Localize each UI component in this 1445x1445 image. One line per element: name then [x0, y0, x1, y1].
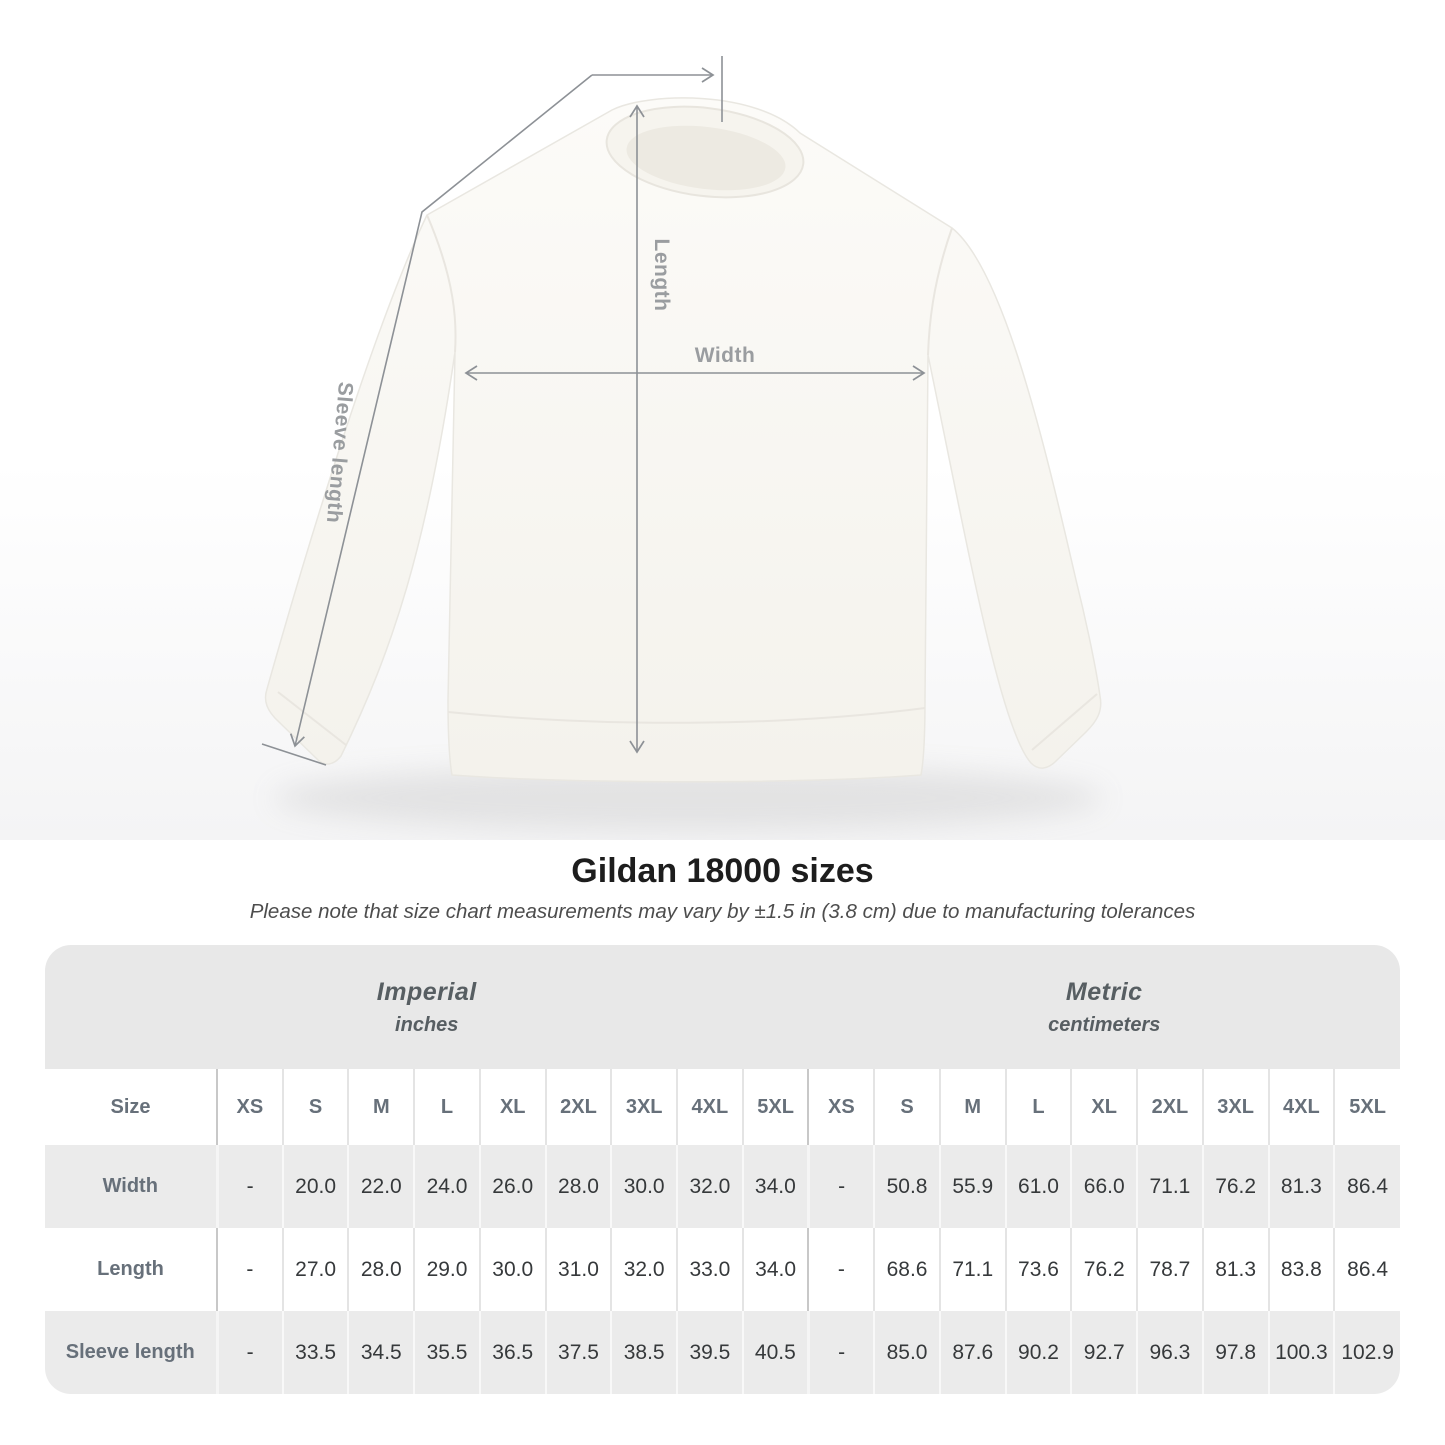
value-cell: 29.0: [414, 1228, 480, 1311]
value-cell: 22.0: [348, 1145, 414, 1228]
value-cell: 30.0: [611, 1145, 677, 1228]
value-cell: 76.2: [1203, 1145, 1269, 1228]
value-cell: 28.0: [348, 1228, 414, 1311]
size-header-cell: L: [414, 1069, 480, 1145]
value-cell: 39.5: [677, 1311, 743, 1394]
unit-group-row: [45, 945, 1400, 1069]
size-header-cell: 4XL: [1269, 1069, 1335, 1145]
value-cell: 73.6: [1006, 1228, 1072, 1311]
chart-note: Please note that size chart measurements may vary by ±1.5 in (3.8 cm) due to manufacturing tolerances: [249, 900, 1196, 924]
length-row: [45, 1228, 1400, 1311]
value-cell: 32.0: [677, 1145, 743, 1228]
value-cell: 36.5: [480, 1311, 546, 1394]
value-cell: -: [808, 1228, 874, 1311]
size-header-cell: XS: [808, 1069, 874, 1145]
sleeve-length-label: Sleeve length: [321, 380, 358, 525]
value-cell: 28.0: [546, 1145, 612, 1228]
value-cell: 27.0: [283, 1228, 349, 1311]
value-cell: 71.1: [1137, 1145, 1203, 1228]
value-cell: 66.0: [1071, 1145, 1137, 1228]
value-cell: 86.4: [1334, 1145, 1400, 1228]
sweatshirt-garment: [266, 96, 1101, 781]
chart-title: Gildan 18000 sizes: [571, 852, 874, 890]
metric-label: Metric: [1065, 977, 1143, 1006]
length-label: Length: [650, 238, 673, 312]
value-cell: 26.0: [480, 1145, 546, 1228]
value-cell: 35.5: [414, 1311, 480, 1394]
size-header-row: [45, 1069, 1400, 1145]
value-cell: 34.5: [348, 1311, 414, 1394]
value-cell: 90.2: [1006, 1311, 1072, 1394]
value-cell: 76.2: [1071, 1228, 1137, 1311]
size-header-cell: M: [940, 1069, 1006, 1145]
value-cell: 40.5: [743, 1311, 809, 1394]
value-cell: -: [808, 1145, 874, 1228]
size-header-cell: XL: [480, 1069, 546, 1145]
value-cell: 87.6: [940, 1311, 1006, 1394]
imperial-group-header: [45, 945, 808, 1069]
sleeve-length-row: [45, 1311, 1400, 1394]
value-cell: 34.0: [743, 1228, 809, 1311]
metric-unit: centimeters: [1048, 1013, 1161, 1036]
value-cell: 71.1: [940, 1228, 1006, 1311]
size-header-cell: 4XL: [677, 1069, 743, 1145]
value-cell: 100.3: [1269, 1311, 1335, 1394]
value-cell: -: [217, 1311, 283, 1394]
value-cell: 68.6: [874, 1228, 940, 1311]
value-cell: 96.3: [1137, 1311, 1203, 1394]
value-cell: 20.0: [283, 1145, 349, 1228]
size-column-header: Size: [45, 1069, 217, 1145]
imperial-unit: inches: [395, 1013, 459, 1036]
value-cell: 83.8: [1269, 1228, 1335, 1311]
row-label: Width: [45, 1145, 217, 1228]
row-label: Sleeve length: [45, 1311, 217, 1394]
value-cell: 37.5: [546, 1311, 612, 1394]
value-cell: 92.7: [1071, 1311, 1137, 1394]
value-cell: 31.0: [546, 1228, 612, 1311]
value-cell: 30.0: [480, 1228, 546, 1311]
size-header-cell: S: [874, 1069, 940, 1145]
size-header-cell: L: [1006, 1069, 1072, 1145]
value-cell: 86.4: [1334, 1228, 1400, 1311]
size-header-cell: 5XL: [1334, 1069, 1400, 1145]
row-label: Length: [45, 1228, 217, 1311]
value-cell: 55.9: [940, 1145, 1006, 1228]
value-cell: 38.5: [611, 1311, 677, 1394]
value-cell: 61.0: [1006, 1145, 1072, 1228]
value-cell: 33.0: [677, 1228, 743, 1311]
size-header-cell: M: [348, 1069, 414, 1145]
value-cell: 81.3: [1269, 1145, 1335, 1228]
value-cell: -: [217, 1145, 283, 1228]
size-header-cell: XS: [217, 1069, 283, 1145]
value-cell: 81.3: [1203, 1228, 1269, 1311]
value-cell: -: [808, 1311, 874, 1394]
value-cell: 78.7: [1137, 1228, 1203, 1311]
value-cell: -: [217, 1228, 283, 1311]
size-table: [45, 945, 1400, 1394]
value-cell: 33.5: [283, 1311, 349, 1394]
size-chart-table: [45, 945, 1400, 1394]
size-header-cell: 3XL: [611, 1069, 677, 1145]
size-header-cell: S: [283, 1069, 349, 1145]
size-header-cell: XL: [1071, 1069, 1137, 1145]
imperial-label: Imperial: [376, 977, 477, 1006]
metric-group-header: [808, 945, 1400, 1069]
value-cell: 97.8: [1203, 1311, 1269, 1394]
size-header-cell: 2XL: [1137, 1069, 1203, 1145]
value-cell: 85.0: [874, 1311, 940, 1394]
size-header-cell: 5XL: [743, 1069, 809, 1145]
size-header-cell: 2XL: [546, 1069, 612, 1145]
size-header-cell: 3XL: [1203, 1069, 1269, 1145]
value-cell: 102.9: [1334, 1311, 1400, 1394]
value-cell: 34.0: [743, 1145, 809, 1228]
value-cell: 50.8: [874, 1145, 940, 1228]
width-row: [45, 1145, 1400, 1228]
width-label: Width: [694, 344, 756, 367]
value-cell: 32.0: [611, 1228, 677, 1311]
value-cell: 24.0: [414, 1145, 480, 1228]
